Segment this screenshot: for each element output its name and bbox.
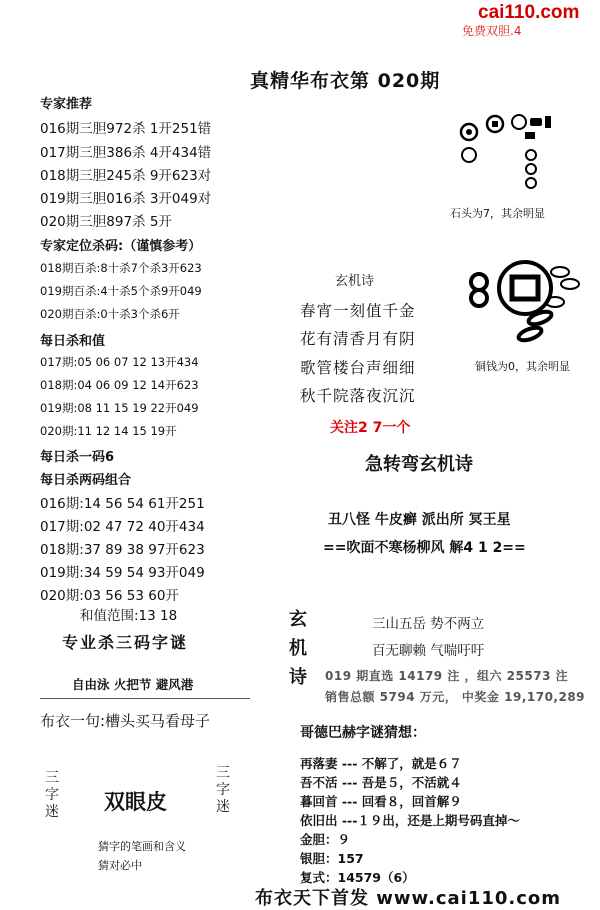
sum-kill-row: 020期:11 12 14 15 19开: [40, 424, 177, 438]
goldbach-row: 复式：14579（6）: [300, 870, 415, 885]
sum-kill-row: 018期:04 06 09 12 14开623: [40, 378, 199, 392]
follow-note: 关注2 7一个: [330, 420, 411, 436]
pro-riddle-words: 自由泳 火把节 避风港: [72, 677, 194, 692]
poem-line: 花有清香月有阴: [300, 330, 416, 348]
kill-one-code: 每日杀一码6: [40, 450, 115, 465]
xuanji-label: 玄机诗: [289, 609, 307, 688]
coin-figure-icon: [465, 258, 585, 350]
goldbach-row: 再落妻 --- 不解了，就是６７: [300, 756, 462, 771]
kill-two-heading: 每日杀两码组合: [40, 473, 132, 488]
position-kill-row: 018期百杀:8十杀7个杀3开623: [40, 261, 202, 275]
turn-line: 丑八怪 牛皮癣 派出所 冥王星: [328, 512, 511, 528]
sum-kill-row: 017期:05 06 07 12 13开434: [40, 355, 199, 369]
riddle-hint: 猜字的笔画和含义: [98, 840, 186, 853]
expert-row: 016期三胆972杀 1开251错: [40, 121, 212, 137]
kill-two-row: 019期:34 59 54 93开049: [40, 565, 205, 581]
sum-kill-row: 019期:08 11 15 19 22开049: [40, 401, 199, 415]
stone-caption: 石头为7，其余明显: [450, 207, 545, 220]
sum-range: 和值范围:13 18: [80, 608, 178, 624]
expert-row: 019期三胆016杀 3开049对: [40, 191, 212, 207]
goldbach-row: 银胆：157: [300, 851, 364, 866]
riddle-side-right: 三字迷: [216, 765, 230, 815]
goldbach-row: 暮回首 --- 回看８，回首解９: [300, 794, 462, 809]
riddle-answer: 双眼皮: [104, 790, 167, 814]
coin-caption: 铜钱为0，其余明显: [475, 360, 570, 373]
position-kill-row: 019期百杀:4十杀5个杀9开049: [40, 284, 202, 298]
kill-two-row: 017期:02 47 72 40开434: [40, 519, 205, 535]
goldbach-title: 哥德巴赫字谜猜想：: [300, 725, 426, 741]
pro-riddle-title: 专业杀三码字谜: [62, 633, 189, 652]
turn-line: ==吹面不寒杨柳风 解4 1 2==: [323, 540, 526, 556]
stats-line: 销售总额 5794 万元， 中奖金 19,170,289: [325, 690, 586, 704]
logo-subtext: 免费双胆.4: [462, 24, 522, 38]
turn-title: 急转弯玄机诗: [365, 454, 473, 475]
goldbach-row: 吾不活 --- 吾是５，不活就４: [300, 775, 462, 790]
poem-line: 歌管楼台声细细: [300, 359, 416, 377]
expert-heading: 专家推荐: [40, 97, 93, 112]
goldbach-row: 金胆：９: [300, 832, 351, 847]
page-title: 真精华布衣第 020期: [250, 70, 441, 92]
buyi-line: 布衣一句:槽头买马看母子: [40, 712, 211, 730]
xuanji-line: 百无聊赖 气喘吁吁: [372, 643, 485, 659]
poem-title: 玄机诗: [335, 274, 375, 289]
goldbach-row: 依旧出 ---１９出，还是上期号码直掉～: [300, 813, 520, 828]
site-logo: cai110.com: [478, 2, 580, 23]
riddle-side-left: 三字迷: [45, 770, 59, 820]
stone-figure-icon: [457, 107, 577, 202]
position-kill-row: 020期百杀:0十杀3个杀6开: [40, 307, 180, 321]
expert-row: 018期三胆245杀 9开623对: [40, 168, 212, 184]
poem-line: 春宵一刻值千金: [300, 302, 416, 320]
divider: [40, 698, 250, 699]
sum-kill-heading: 每日杀和值: [40, 334, 106, 349]
kill-two-row: 016期:14 56 54 61开251: [40, 496, 205, 512]
poem-line: 秋千院落夜沉沉: [300, 387, 416, 405]
kill-two-row: 020期:03 56 53 60开: [40, 588, 179, 604]
riddle-hint: 猜对必中: [98, 859, 142, 872]
expert-row: 020期三胆897杀 5开: [40, 214, 172, 230]
expert-row: 017期三胆386杀 4开434错: [40, 145, 212, 161]
xuanji-line: 三山五岳 势不两立: [372, 616, 485, 632]
stats-line: 019 期直选 14179 注 ，组六 25573 注: [325, 669, 569, 683]
kill-two-row: 018期:37 89 38 97开623: [40, 542, 205, 558]
footer: 布衣天下首发 www.cai110.com: [255, 888, 562, 909]
position-kill-heading: 专家定位杀码:（谨慎参考）: [40, 239, 202, 254]
